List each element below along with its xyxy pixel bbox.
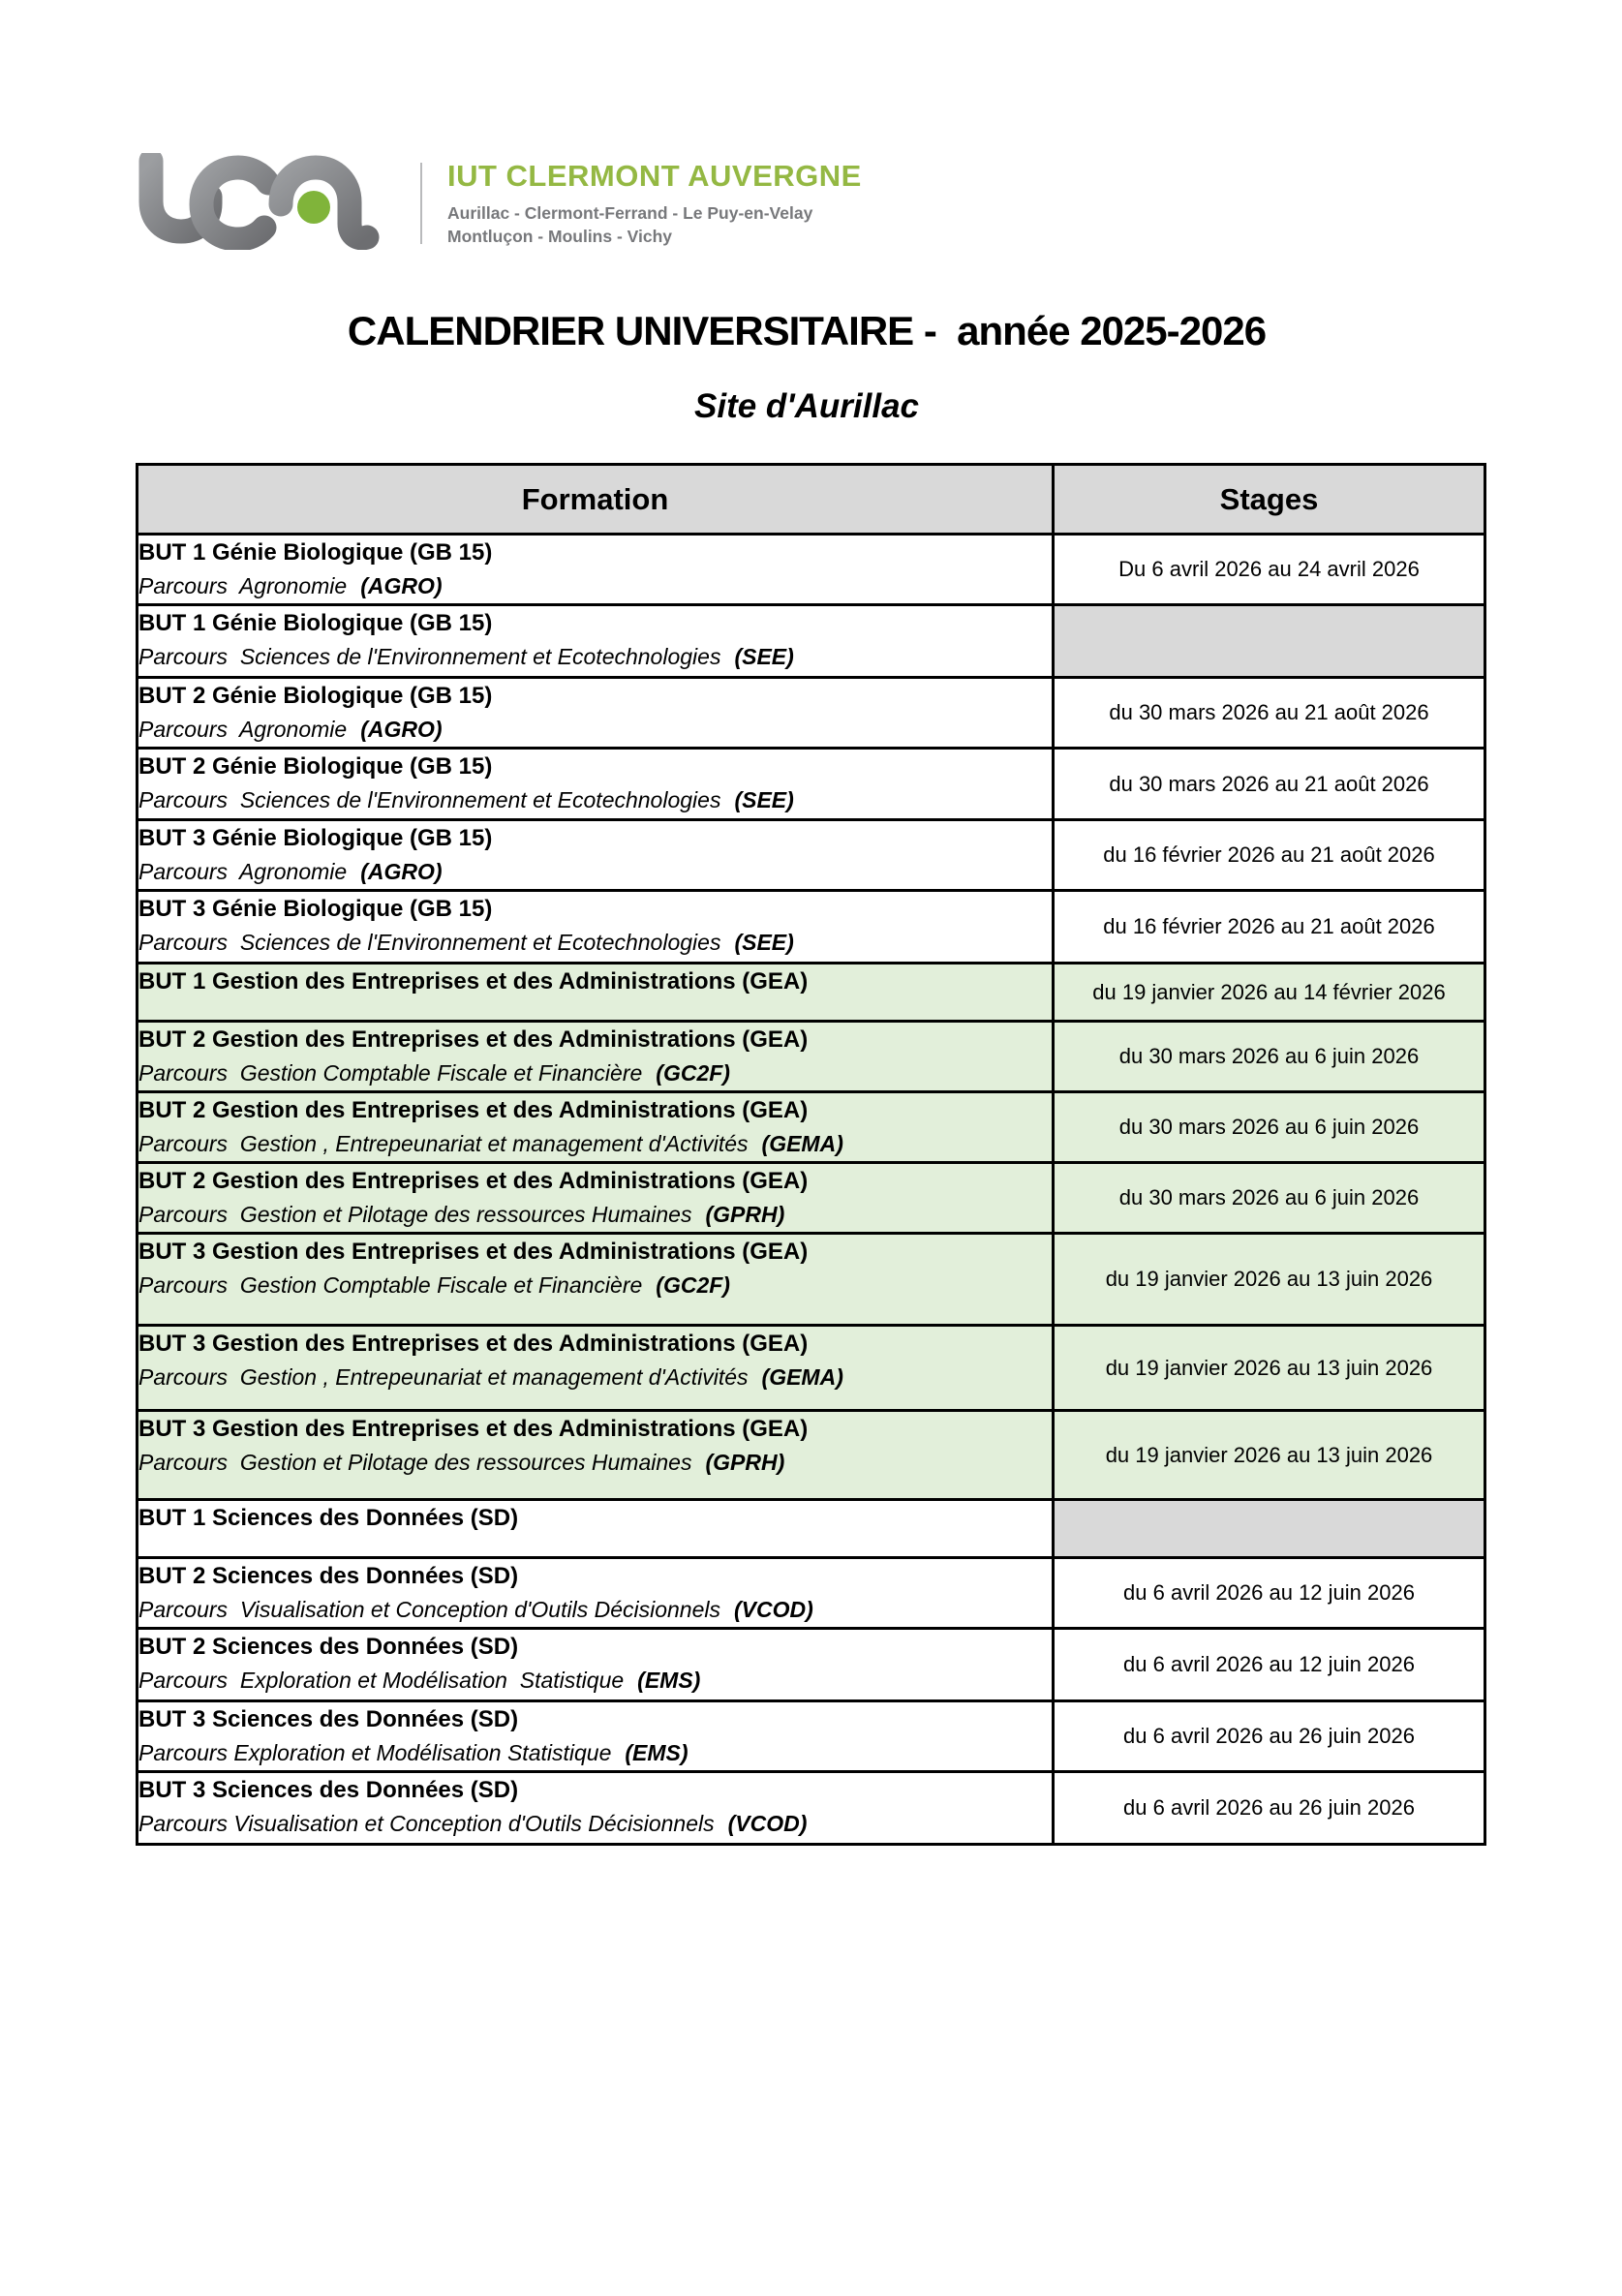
- stage-cell: du 19 janvier 2026 au 13 juin 2026: [1054, 1234, 1485, 1326]
- formation-cell: [138, 1558, 1054, 1629]
- table-head: [138, 465, 1485, 535]
- table-row: [138, 1701, 1485, 1772]
- parcours-label: Parcours Sciences de l'Environnement et Ecotechnologies: [138, 930, 721, 955]
- formation-title: BUT 3 Gestion des Entreprises et des Administrations (GEA): [138, 1331, 809, 1357]
- formation-title: BUT 2 Sciences des Données (SD): [138, 1634, 519, 1660]
- table-row: [138, 1500, 1485, 1558]
- stage-cell: du 6 avril 2026 au 12 juin 2026: [1054, 1629, 1485, 1701]
- parcours-label: Parcours Agronomie: [138, 717, 348, 742]
- formation-parcours: [138, 1807, 1052, 1841]
- table-row: [138, 1234, 1485, 1326]
- formation-parcours: [138, 1361, 1052, 1394]
- formation-cell: [138, 749, 1054, 820]
- formation-parcours: [138, 1198, 1052, 1232]
- formation-cell: [138, 1411, 1054, 1500]
- parcours-code: (VCOD): [734, 1597, 813, 1622]
- parcours-label: Parcours Gestion et Pilotage des ressources Humaines: [138, 1202, 692, 1227]
- formation-cell: [138, 891, 1054, 964]
- parcours-code: (SEE): [734, 930, 794, 955]
- stage-cell: du 6 avril 2026 au 12 juin 2026: [1054, 1558, 1485, 1629]
- formation-title: BUT 3 Sciences des Données (SD): [138, 1777, 519, 1803]
- stage-cell: [1054, 605, 1485, 678]
- formation-cell: [138, 535, 1054, 605]
- brand-sites-line1: Aurillac - Clermont-Ferrand - Le Puy-en-Velay: [447, 203, 813, 223]
- formation-title: BUT 1 Sciences des Données (SD): [138, 1505, 519, 1531]
- table-row: [138, 964, 1485, 1022]
- header-stages: Stages: [1054, 465, 1485, 535]
- stage-cell: Du 6 avril 2026 au 24 avril 2026: [1054, 535, 1485, 605]
- parcours-code: (SEE): [734, 644, 794, 669]
- brand-institute: IUT CLERMONT AUVERGNE: [447, 159, 862, 193]
- calendar-table: [136, 463, 1486, 1846]
- formation-title: BUT 2 Gestion des Entreprises et des Administrations (GEA): [138, 1168, 809, 1194]
- stage-cell: du 30 mars 2026 au 6 juin 2026: [1054, 1163, 1485, 1234]
- parcours-code: (EMS): [625, 1740, 689, 1765]
- parcours-code: (GPRH): [705, 1450, 785, 1475]
- table-row: [138, 1326, 1485, 1411]
- parcours-label: Parcours Gestion , Entrepeunariat et management d'Activités: [138, 1131, 749, 1156]
- parcours-code: (GC2F): [656, 1272, 730, 1298]
- brand-divider: [420, 163, 422, 244]
- stage-cell: du 30 mars 2026 au 6 juin 2026: [1054, 1022, 1485, 1092]
- formation-cell: [138, 678, 1054, 749]
- formation-title: BUT 2 Gestion des Entreprises et des Administrations (GEA): [138, 1097, 809, 1123]
- formation-title: BUT 3 Gestion des Entreprises et des Administrations (GEA): [138, 1239, 809, 1265]
- formation-title: BUT 2 Sciences des Données (SD): [138, 1563, 519, 1589]
- table-row: [138, 820, 1485, 891]
- formation-cell: [138, 1022, 1054, 1092]
- stage-cell: du 19 janvier 2026 au 13 juin 2026: [1054, 1411, 1485, 1500]
- parcours-label: Parcours Gestion Comptable Fiscale et Financière: [138, 1060, 643, 1086]
- stage-cell: du 19 janvier 2026 au 13 juin 2026: [1054, 1326, 1485, 1411]
- formation-cell: [138, 1500, 1054, 1558]
- table-row: [138, 891, 1485, 964]
- parcours-code: (AGRO): [360, 573, 443, 598]
- brand-header: [137, 153, 862, 250]
- formation-parcours: [138, 1736, 1052, 1770]
- stage-cell: du 6 avril 2026 au 26 juin 2026: [1054, 1772, 1485, 1845]
- formation-parcours: [138, 855, 1052, 889]
- formation-title: BUT 2 Génie Biologique (GB 15): [138, 753, 493, 780]
- formation-parcours: [138, 1056, 1052, 1090]
- formation-parcours: [138, 783, 1052, 817]
- parcours-label: Parcours Sciences de l'Environnement et Ecotechnologies: [138, 644, 721, 669]
- parcours-label: Parcours Visualisation et Conception d'Outils Décisionnels: [138, 1597, 720, 1622]
- stage-cell: du 6 avril 2026 au 26 juin 2026: [1054, 1701, 1485, 1772]
- formation-cell: [138, 1092, 1054, 1163]
- formation-title: BUT 3 Gestion des Entreprises et des Administrations (GEA): [138, 1416, 809, 1442]
- table-row: [138, 1163, 1485, 1234]
- formation-parcours: [138, 713, 1052, 747]
- logo-green-dot: [297, 191, 330, 224]
- formation-cell: [138, 605, 1054, 678]
- formation-parcours: [138, 1446, 1052, 1480]
- parcours-label: Parcours Exploration et Modélisation Statistique: [138, 1668, 625, 1693]
- brand-sites-line2: Montluçon - Moulins - Vichy: [447, 227, 673, 246]
- formation-parcours: [138, 569, 1052, 603]
- formation-cell: [138, 1326, 1054, 1411]
- stage-cell: du 30 mars 2026 au 6 juin 2026: [1054, 1092, 1485, 1163]
- formation-cell: [138, 1163, 1054, 1234]
- formation-cell: [138, 1629, 1054, 1701]
- page-title: CALENDRIER UNIVERSITAIRE - année 2025-2026: [347, 308, 1267, 353]
- formation-title: BUT 3 Génie Biologique (GB 15): [138, 825, 493, 851]
- formation-title: BUT 1 Génie Biologique (GB 15): [138, 610, 493, 636]
- parcours-label: Parcours Agronomie: [138, 573, 348, 598]
- table-row: [138, 1558, 1485, 1629]
- parcours-label: Parcours Agronomie: [138, 859, 348, 884]
- parcours-code: (GPRH): [705, 1202, 785, 1227]
- formation-title: BUT 2 Génie Biologique (GB 15): [138, 683, 493, 709]
- formation-cell: [138, 964, 1054, 1022]
- formation-parcours: [138, 1664, 1052, 1698]
- formation-parcours: [138, 926, 1052, 960]
- table-row: [138, 1629, 1485, 1701]
- table-body: [138, 535, 1485, 1845]
- parcours-label: Parcours Gestion Comptable Fiscale et Financière: [138, 1272, 643, 1298]
- brand-sites: [447, 201, 862, 248]
- stage-cell: du 30 mars 2026 au 21 août 2026: [1054, 749, 1485, 820]
- parcours-code: (GEMA): [761, 1131, 843, 1156]
- stage-cell: du 19 janvier 2026 au 14 février 2026: [1054, 964, 1485, 1022]
- formation-title: BUT 1 Génie Biologique (GB 15): [138, 539, 493, 566]
- table-row: [138, 749, 1485, 820]
- header-formation: Formation: [138, 465, 1054, 535]
- stage-cell: du 16 février 2026 au 21 août 2026: [1054, 820, 1485, 891]
- formation-title: BUT 2 Gestion des Entreprises et des Administrations (GEA): [138, 1026, 809, 1053]
- formation-parcours: [138, 1127, 1052, 1161]
- parcours-label: Parcours Gestion et Pilotage des ressources Humaines: [138, 1450, 692, 1475]
- uca-logo-icon: [137, 153, 393, 250]
- parcours-label: Parcours Sciences de l'Environnement et Ecotechnologies: [138, 787, 721, 812]
- brand-text: [447, 161, 862, 248]
- table-row: [138, 1411, 1485, 1500]
- formation-cell: [138, 820, 1054, 891]
- parcours-code: (GEMA): [761, 1364, 843, 1390]
- parcours-label: Parcours Gestion , Entrepeunariat et management d'Activités: [138, 1364, 749, 1390]
- formation-cell: [138, 1234, 1054, 1326]
- stage-cell: du 30 mars 2026 au 21 août 2026: [1054, 678, 1485, 749]
- stage-cell: [1054, 1500, 1485, 1558]
- table-row: [138, 678, 1485, 749]
- parcours-code: (AGRO): [360, 717, 443, 742]
- parcours-code: (AGRO): [360, 859, 443, 884]
- parcours-code: (SEE): [734, 787, 794, 812]
- formation-title: BUT 3 Sciences des Données (SD): [138, 1706, 519, 1732]
- formation-cell: [138, 1701, 1054, 1772]
- formation-title: BUT 1 Gestion des Entreprises et des Administrations (GEA): [138, 968, 809, 995]
- formation-cell: [138, 1772, 1054, 1845]
- parcours-code: (EMS): [637, 1668, 701, 1693]
- stage-cell: du 16 février 2026 au 21 août 2026: [1054, 891, 1485, 964]
- formation-parcours: [138, 1269, 1052, 1302]
- formation-title: BUT 3 Génie Biologique (GB 15): [138, 896, 493, 922]
- formation-parcours: [138, 640, 1052, 674]
- parcours-code: (GC2F): [656, 1060, 730, 1086]
- table-row: [138, 1022, 1485, 1092]
- table-row: [138, 605, 1485, 678]
- header-row: [138, 465, 1485, 535]
- page-subtitle: Site d'Aurillac: [694, 387, 919, 425]
- parcours-code: (VCOD): [727, 1811, 808, 1836]
- formation-parcours: [138, 1593, 1052, 1627]
- table-row: [138, 1092, 1485, 1163]
- parcours-label: Parcours Exploration et Modélisation Statistique: [138, 1740, 612, 1765]
- parcours-label: Parcours Visualisation et Conception d'Outils Décisionnels: [138, 1811, 715, 1836]
- table-row: [138, 535, 1485, 605]
- table-row: [138, 1772, 1485, 1845]
